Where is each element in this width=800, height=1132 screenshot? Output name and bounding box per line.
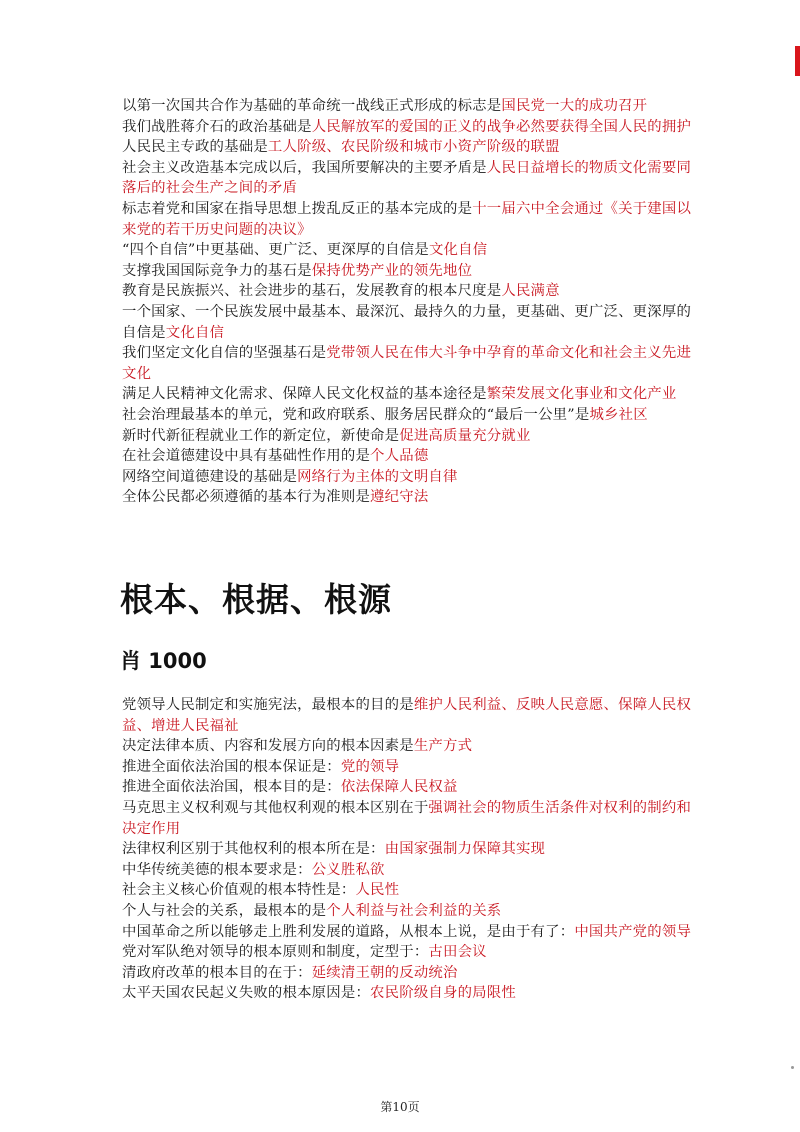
fact-question: 满足人民精神文化需求、保障人民文化权益的基本途径是 — [122, 386, 487, 403]
fact-question: 支撑我国国际竞争力的基石是 — [122, 262, 312, 279]
fact-question: 我们坚定文化自信的坚强基石是 — [122, 345, 327, 362]
fact-line — [122, 777, 692, 798]
fact-line — [122, 199, 692, 240]
fact-answer: 人民解放军的爱国的正义的战争必然要获得全国人民的拥护 — [311, 118, 692, 135]
fact-question: 太平天国农民起义失败的根本原因是： — [122, 985, 371, 1002]
fact-answer: 文化自信 — [428, 242, 488, 259]
margin-dot — [791, 1066, 794, 1069]
fact-answer: 党带领人民在伟大斗争中孕育的革命文化和社会主义先进文化 — [122, 345, 692, 382]
fact-question: 全体公民都必须遵循的基本行为准则是 — [122, 489, 371, 506]
fact-line — [122, 405, 692, 426]
fact-question: 网络空间道德建设的基础是 — [122, 468, 298, 485]
fact-answer: 个人利益与社会利益的关系 — [326, 902, 502, 919]
fact-line — [122, 467, 692, 488]
fact-question: 中华传统美德的根本要求是： — [122, 861, 312, 878]
fact-line — [122, 901, 692, 922]
fact-line — [122, 798, 692, 839]
fact-question: 推进全面依法治国的根本保证是： — [122, 758, 341, 775]
fact-answer: 遵纪守法 — [370, 489, 429, 506]
fact-question: 以第一次国共合作为基础的革命统一战线正式形成的标志是 — [122, 98, 502, 114]
fact-answer: 中国共产党的领导 — [574, 923, 692, 940]
fact-answer: 繁荣发展文化事业和文化产业 — [486, 386, 677, 403]
fact-question: 马克思主义权利观与其他权利观的根本区别在于 — [122, 799, 429, 816]
fact-answer: 公义胜私欲 — [311, 861, 385, 878]
fact-question: 在社会道德建设中具有基础性作用的是 — [122, 448, 371, 465]
fact-line — [122, 117, 692, 138]
fact-question: 决定法律本质、内容和发展方向的根本因素是 — [122, 738, 414, 755]
fact-answer: 促进高质量充分就业 — [399, 427, 531, 444]
fact-answer: 保持优势产业的领先地位 — [311, 262, 473, 279]
fact-answer: 古田会议 — [428, 944, 487, 961]
fact-answer: 国民党一大的成功召开 — [501, 98, 648, 114]
fact-line — [122, 942, 692, 963]
fact-question: 党对军队绝对领导的根本原则和制度，定型于： — [122, 944, 429, 961]
fact-question: 标志着党和国家在指导思想上拨乱反正的基本完成的是 — [122, 200, 473, 217]
fact-answer: 文化自信 — [165, 324, 225, 341]
fact-answer: 工人阶级、农民阶级和城市小资产阶级的联盟 — [267, 139, 560, 156]
fact-answer: 个人品德 — [370, 448, 429, 465]
fact-answer: 人民性 — [355, 882, 400, 899]
fact-line — [122, 96, 692, 117]
fact-question: 教育是民族振兴、社会进步的基石，发展教育的根本尺度是 — [122, 283, 502, 300]
fact-question: 一个国家、一个民族发展中最基本、最深沉、最持久的力量，更基础、更广泛、更深厚的自信是 — [122, 303, 692, 341]
fact-answer: 网络行为主体的文明自律 — [297, 468, 458, 485]
fact-question: 社会主义核心价值观的根本特性是： — [122, 882, 356, 899]
fact-answer: 人民日益增长的物质文化需要同落后的社会生产之间的矛盾 — [122, 159, 692, 197]
fact-line — [122, 302, 692, 343]
fact-line — [122, 281, 692, 302]
fact-question: 中国革命之所以能够走上胜利发展的道路，从根本上说，是由于有了： — [122, 923, 575, 940]
fact-answer: 农民阶级自身的局限性 — [370, 985, 516, 1002]
fact-line — [122, 839, 692, 860]
fact-answer: 由国家强制力保障其实现 — [384, 841, 546, 858]
fact-answer: 党的领导 — [340, 758, 400, 775]
fact-line — [122, 880, 692, 901]
fact-question: “四个自信”中更基础、更广泛、更深厚的自信是 — [122, 242, 429, 259]
fact-answer: 维护人民利益、反映人民意愿、保障人民权益、增进人民福祉 — [122, 697, 692, 734]
fact-line — [122, 137, 692, 158]
fact-line — [122, 384, 692, 405]
fact-question: 人民民主专政的基础是 — [122, 139, 268, 156]
fact-line — [122, 158, 692, 199]
fact-question: 清政府改革的根本目的在于： — [122, 964, 312, 981]
fact-line — [122, 487, 692, 508]
fact-answer: 生产方式 — [413, 738, 473, 755]
fact-line — [122, 963, 692, 984]
fact-question: 党领导人民制定和实施宪法，最根本的目的是 — [122, 697, 414, 713]
fact-answer: 延续清王朝的反动统治 — [311, 964, 458, 981]
fact-list-bottom — [122, 695, 692, 1004]
fact-list-top — [122, 96, 692, 508]
fact-answer: 城乡社区 — [589, 406, 648, 423]
fact-line — [122, 240, 692, 261]
fact-answer: 十一届六中全会通过《关于建国以来党的若干历史问题的决议》 — [122, 200, 692, 238]
fact-question: 社会治理最基本的单元，党和政府联系、服务居民群众的“最后一公里”是 — [122, 406, 590, 423]
fact-line — [122, 261, 692, 282]
fact-line — [122, 426, 692, 447]
fact-line — [122, 343, 692, 384]
fact-line — [122, 983, 692, 1004]
fact-answer: 人民满意 — [501, 283, 560, 300]
fact-question: 推进全面依法治国，根本目的是： — [122, 779, 341, 796]
fact-question: 我们战胜蒋介石的政治基础是 — [122, 118, 312, 135]
fact-line — [122, 736, 692, 757]
fact-question: 新时代新征程就业工作的新定位，新使命是 — [122, 427, 400, 444]
section-heading: 根本、根据、根源 — [120, 580, 392, 619]
fact-question: 法律权利区别于其他权利的根本所在是： — [122, 841, 385, 858]
fact-answer: 强调社会的物质生活条件对权利的制约和决定作用 — [122, 799, 692, 837]
corner-red-mark — [795, 46, 800, 76]
fact-question: 社会主义改造基本完成以后，我国所要解决的主要矛盾是 — [122, 159, 487, 176]
fact-line — [122, 922, 692, 943]
section-subheading: 肖 1000 — [120, 649, 207, 673]
fact-line — [122, 860, 692, 881]
fact-line — [122, 695, 692, 736]
fact-line — [122, 757, 692, 778]
fact-answer: 依法保障人民权益 — [340, 779, 458, 796]
page-number: 第10页 — [380, 1100, 420, 1114]
fact-question: 个人与社会的关系，最根本的是 — [122, 902, 327, 919]
fact-line — [122, 446, 692, 467]
